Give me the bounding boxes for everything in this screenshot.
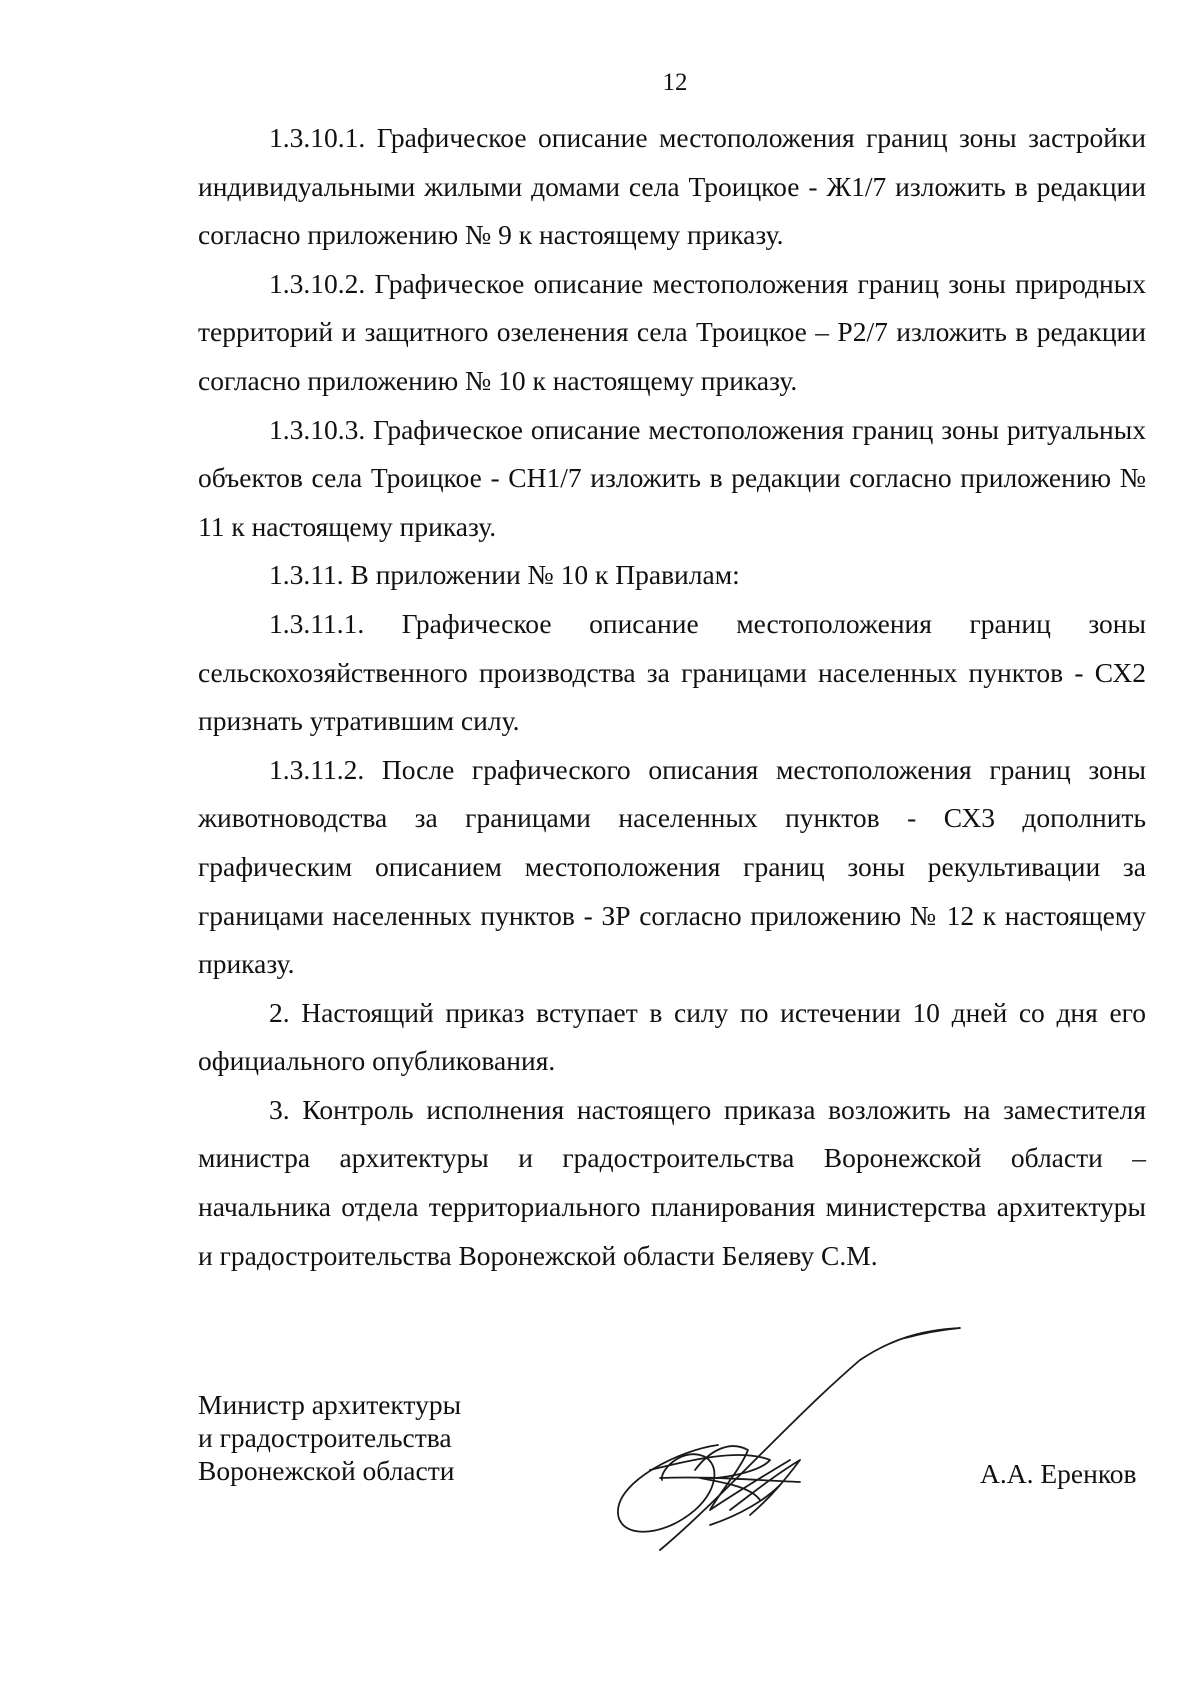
paragraph-1-3-10-3: 1.3.10.3. Графическое описание местоположения границ зоны ритуальных объектов села Троицкое - СН1/7 изложить в редакции согласно приложению № 11 к настоящему приказу. <box>198 413 1146 542</box>
paragraph-3: 3. Контроль исполнения настоящего приказа возложить на заместителя министра архитектуры и градостроительства Воронежской области – начальника отдела территориального планирования министерства архитектуры и градостроительства Воронежской области Беляеву С.М. <box>198 1093 1146 1271</box>
paragraph-1-3-10-2: 1.3.10.2. Графическое описание местоположения границ зоны природных территорий и защитного озеленения села Троицкое – Р2/7 изложить в редакции согласно приложению № 10 к настоящему приказу. <box>198 267 1146 396</box>
signatory-name: А.А. Еренков <box>980 1458 1137 1489</box>
signatory-position-line: и градостроительства <box>198 1422 452 1453</box>
document-body <box>198 114 1146 1280</box>
page-number: 12 <box>662 69 688 96</box>
signature-stroke <box>710 1485 780 1525</box>
paragraph-1-3-11-1: 1.3.11.1. Графическое описание местоположения границ зоны сельскохозяйственного производства за границами населенных пунктов - СХ2 признать утратившим силу. <box>198 607 1146 737</box>
paragraph-2: 2. Настоящий приказ вступает в силу по истечении 10 дней со дня его официального опубликования. <box>198 996 1146 1077</box>
signature-stroke <box>660 1328 960 1550</box>
paragraph-1-3-11: 1.3.11. В приложении № 10 к Правилам: <box>269 559 740 591</box>
signatory-position <box>198 1388 461 1487</box>
signatory-position-line: Министр архитектуры <box>198 1389 462 1420</box>
handwritten-signature <box>600 1310 980 1560</box>
signatory-position-line: Воронежской области <box>198 1455 455 1486</box>
paragraph-1-3-11-2: 1.3.11.2. После графического описания местоположения границ зоны животноводства за границами населенных пунктов - СХ3 дополнить графическим описанием местоположения границ зоны рекультивации за границами населенных пунктов - ЗР согласно приложению № 12 к настоящему приказу. <box>198 753 1146 980</box>
paragraph-1-3-10-1: 1.3.10.1. Графическое описание местоположения границ зоны застройки индивидуальными жилыми домами села Троицкое - Ж1/7 изложить в редакции согласно приложению № 9 к настоящему приказу. <box>198 122 1146 251</box>
